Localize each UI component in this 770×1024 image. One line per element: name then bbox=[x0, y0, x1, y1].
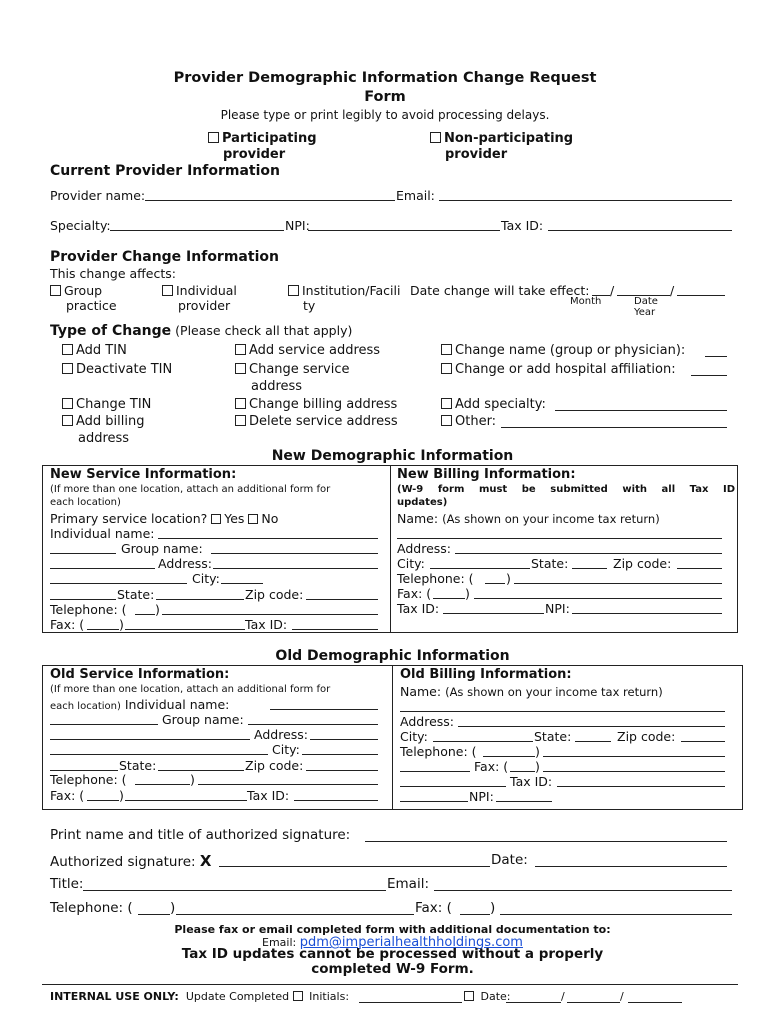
old-billing-name-field[interactable] bbox=[400, 711, 725, 712]
billing-tax-id-label: Tax ID: bbox=[397, 601, 440, 616]
tax-id-warning-line2: completed W-9 Form. bbox=[311, 961, 474, 977]
specialty-add-field[interactable] bbox=[555, 410, 727, 411]
billing-zip-label: Zip code: bbox=[613, 556, 672, 571]
old-city-prefix-line[interactable] bbox=[50, 754, 268, 755]
group-practice-line2: practice bbox=[66, 298, 117, 313]
old-address-prefix-line[interactable] bbox=[50, 739, 250, 740]
non-participating-label-line2: provider bbox=[445, 147, 508, 162]
fax-field[interactable] bbox=[125, 629, 245, 630]
internal-month-field[interactable] bbox=[506, 1002, 561, 1003]
tax-id-field[interactable] bbox=[548, 230, 732, 231]
email-label: Email: bbox=[396, 188, 435, 203]
billing-area-field[interactable] bbox=[485, 583, 505, 584]
checkbox[interactable] bbox=[441, 398, 452, 409]
non-participating-option[interactable]: Non-participating bbox=[430, 131, 573, 146]
old-address-field[interactable] bbox=[310, 739, 378, 740]
signer-area-field[interactable] bbox=[138, 914, 170, 915]
signer-fax-area-field[interactable] bbox=[460, 914, 490, 915]
state-label: State: bbox=[117, 587, 155, 602]
billing-name-field[interactable] bbox=[397, 538, 722, 539]
date-checkbox[interactable] bbox=[464, 991, 474, 1001]
area-code-field[interactable] bbox=[135, 614, 155, 615]
paren: ) bbox=[119, 617, 124, 632]
change-service-address-option[interactable]: Change service bbox=[235, 362, 349, 377]
billing-telephone-label: Telephone: ( bbox=[397, 571, 474, 586]
old-fax-label: Fax: ( bbox=[50, 788, 85, 803]
zip-field[interactable] bbox=[306, 599, 378, 600]
billing-fax-area-field[interactable] bbox=[433, 598, 465, 599]
new-demographic-heading: New Demographic Information bbox=[271, 448, 514, 464]
checkbox[interactable] bbox=[50, 285, 61, 296]
effective-date-label: Date change will take effect: bbox=[410, 283, 590, 298]
checkbox[interactable] bbox=[430, 132, 441, 143]
title-label: Title: bbox=[50, 876, 84, 892]
date-separator: / bbox=[561, 990, 565, 1003]
provider-change-heading: Provider Change Information bbox=[50, 249, 279, 265]
old-billing-state-label: State: bbox=[534, 729, 572, 744]
old-billing-zip-label: Zip code: bbox=[617, 729, 676, 744]
signature-date-field[interactable] bbox=[535, 866, 727, 867]
old-demographic-heading: Old Demographic Information bbox=[275, 648, 510, 664]
old-tax-id-label: Tax ID: bbox=[247, 788, 290, 803]
change-tin-option[interactable]: Change TIN bbox=[62, 397, 151, 412]
date-separator: / bbox=[620, 990, 624, 1003]
tax-id-label: Tax ID: bbox=[501, 218, 544, 233]
city-field[interactable] bbox=[221, 583, 263, 584]
deactivate-tin-option[interactable]: Deactivate TIN bbox=[62, 362, 172, 377]
signer-email-label: Email: bbox=[387, 876, 430, 892]
old-group-name-field[interactable] bbox=[248, 724, 378, 725]
npi-field[interactable] bbox=[308, 230, 500, 231]
hospital-field[interactable] bbox=[691, 375, 727, 376]
checkbox[interactable] bbox=[62, 415, 73, 426]
checkbox[interactable] bbox=[235, 415, 246, 426]
other-field[interactable] bbox=[501, 427, 727, 428]
old-state-field[interactable] bbox=[158, 770, 244, 771]
old-billing-zip-field[interactable] bbox=[681, 741, 725, 742]
internal-day-field[interactable] bbox=[567, 1002, 620, 1003]
participating-label-line2: provider bbox=[223, 147, 286, 162]
group-name-field[interactable] bbox=[211, 553, 378, 554]
old-state-prefix-line[interactable] bbox=[50, 770, 118, 771]
old-service-note-line2: each location) Individual name: bbox=[50, 697, 230, 712]
date-separator: / bbox=[670, 283, 675, 298]
address-field[interactable] bbox=[213, 568, 378, 569]
old-group-prefix-line[interactable] bbox=[50, 724, 158, 725]
old-telephone-label: Telephone: ( bbox=[50, 772, 127, 787]
city-label: City: bbox=[192, 571, 220, 586]
state-prefix-line[interactable] bbox=[50, 599, 116, 600]
old-billing-area-field[interactable] bbox=[483, 756, 535, 757]
old-fax-area-field[interactable] bbox=[87, 800, 119, 801]
old-state-label: State: bbox=[119, 758, 157, 773]
billing-fax-field[interactable] bbox=[474, 598, 722, 599]
instruction-text: Please type or print legibly to avoid processing delays. bbox=[220, 108, 550, 122]
provider-name-field[interactable] bbox=[145, 200, 395, 201]
checkbox[interactable] bbox=[62, 344, 73, 355]
add-specialty-option[interactable]: Add specialty: bbox=[441, 397, 546, 412]
old-service-heading: Old Service Information: bbox=[50, 667, 230, 682]
title-field[interactable] bbox=[83, 890, 386, 891]
footer-divider bbox=[42, 984, 738, 985]
signer-telephone-label: Telephone: ( bbox=[50, 900, 133, 916]
new-service-note: (If more than one location, attach an additional form for bbox=[50, 484, 331, 495]
old-billing-fax-prefix-line[interactable] bbox=[400, 771, 470, 772]
old-service-note: (If more than one location, attach an additional form for bbox=[50, 684, 331, 695]
change-hospital-option[interactable]: Change or add hospital affiliation: bbox=[441, 362, 676, 377]
paren: ) bbox=[535, 744, 540, 759]
add-billing-line2: address bbox=[78, 431, 130, 446]
new-service-heading: New Service Information: bbox=[50, 467, 237, 482]
change-name-option[interactable]: Change name (group or physician): bbox=[441, 343, 685, 358]
participating-option[interactable]: Participating bbox=[208, 131, 317, 146]
institution-line2: ty bbox=[303, 298, 316, 313]
address-prefix-line[interactable] bbox=[50, 568, 155, 569]
old-zip-field[interactable] bbox=[306, 770, 378, 771]
specialty-label: Specialty: bbox=[50, 218, 111, 233]
delete-service-address-option[interactable]: Delete service address bbox=[235, 414, 398, 429]
internal-date-label: Date: bbox=[464, 990, 511, 1003]
checkbox[interactable] bbox=[162, 285, 173, 296]
checkbox[interactable] bbox=[235, 344, 246, 355]
old-group-name-label: Group name: bbox=[162, 712, 244, 727]
group-name-label: Group name: bbox=[121, 541, 203, 556]
paren: ) bbox=[190, 772, 195, 787]
paren: ) bbox=[170, 900, 176, 916]
checkbox[interactable] bbox=[288, 285, 299, 296]
old-tax-id-field[interactable] bbox=[294, 800, 378, 801]
old-billing-name-label: Name: (As shown on your income tax return) bbox=[400, 684, 663, 699]
old-zip-label: Zip code: bbox=[245, 758, 304, 773]
signer-fax-label: Fax: ( bbox=[415, 900, 452, 916]
old-area-field[interactable] bbox=[135, 784, 190, 785]
yes-checkbox[interactable] bbox=[211, 514, 221, 524]
tax-id-field[interactable] bbox=[292, 629, 378, 630]
old-billing-fax-field[interactable] bbox=[543, 771, 725, 772]
no-checkbox[interactable] bbox=[248, 514, 258, 524]
billing-address-label: Address: bbox=[397, 541, 451, 556]
old-billing-telephone-label: Telephone: ( bbox=[400, 744, 477, 759]
paren: ) bbox=[119, 788, 124, 803]
authorized-signature-field[interactable] bbox=[219, 866, 490, 867]
change-name-field[interactable] bbox=[705, 356, 727, 357]
paren: ) bbox=[506, 571, 511, 586]
primary-location-label: Primary service location? Yes No bbox=[50, 511, 279, 526]
checkbox[interactable] bbox=[441, 415, 452, 426]
month-caption: Month bbox=[570, 296, 602, 307]
fax-area-field[interactable] bbox=[87, 629, 119, 630]
signer-telephone-field[interactable] bbox=[176, 914, 414, 915]
update-completed-checkbox[interactable] bbox=[293, 991, 303, 1001]
billing-note: (W-9 form must be submitted with all Tax ID bbox=[397, 484, 735, 495]
checkbox[interactable] bbox=[62, 398, 73, 409]
email-field[interactable] bbox=[439, 200, 732, 201]
specialty-field[interactable] bbox=[110, 230, 284, 231]
tax-id-warning: Tax ID updates cannot be processed without a properly bbox=[181, 946, 604, 962]
billing-fax-label: Fax: ( bbox=[397, 586, 432, 601]
column-divider bbox=[392, 665, 393, 809]
form-title-line2: Form bbox=[364, 89, 406, 105]
tax-id-label: Tax ID: bbox=[245, 617, 288, 632]
fax-label: Fax: ( bbox=[50, 617, 85, 632]
paren: ) bbox=[535, 759, 540, 774]
old-billing-state-field[interactable] bbox=[575, 741, 611, 742]
checkbox[interactable] bbox=[441, 363, 452, 374]
authorized-signature-label: Authorized signature: X bbox=[50, 852, 212, 870]
date-caption: Date bbox=[634, 296, 658, 307]
new-billing-heading: New Billing Information: bbox=[397, 467, 576, 482]
billing-npi-field[interactable] bbox=[572, 613, 722, 614]
provider-name-label: Provider name: bbox=[50, 188, 146, 203]
email-link[interactable]: pdm@imperialhealthholdings.com bbox=[299, 935, 523, 950]
individual-name-label: Individual name: bbox=[50, 526, 155, 541]
other-option[interactable]: Other: bbox=[441, 414, 496, 429]
print-name-field[interactable] bbox=[365, 841, 727, 842]
checkbox[interactable] bbox=[235, 398, 246, 409]
change-service-line2: address bbox=[251, 379, 303, 394]
billing-city-field[interactable] bbox=[430, 568, 530, 569]
form-title: Provider Demographic Information Change Request bbox=[173, 70, 597, 86]
billing-city-label: City: bbox=[397, 556, 425, 571]
old-billing-city-field[interactable] bbox=[433, 741, 533, 742]
billing-tax-id-field[interactable] bbox=[443, 613, 544, 614]
add-billing-option[interactable]: Add billing bbox=[62, 414, 145, 429]
checkbox[interactable] bbox=[235, 363, 246, 374]
billing-note-line2: updates) bbox=[397, 497, 448, 508]
address-label: Address: bbox=[158, 556, 212, 571]
old-billing-npi-field[interactable] bbox=[496, 801, 552, 802]
new-service-note-line2: each location) bbox=[50, 497, 121, 508]
paren: ) bbox=[155, 602, 160, 617]
year-caption: Year bbox=[634, 307, 656, 318]
old-billing-heading: Old Billing Information: bbox=[400, 667, 572, 682]
old-billing-tax-prefix-line[interactable] bbox=[400, 786, 506, 787]
old-address-label: Address: bbox=[254, 727, 308, 742]
billing-state-field[interactable] bbox=[572, 568, 607, 569]
city-prefix-line[interactable] bbox=[50, 583, 187, 584]
type-of-change-heading: Type of Change (Please check all that apply) bbox=[50, 323, 353, 339]
change-billing-address-option[interactable]: Change billing address bbox=[235, 397, 397, 412]
checkbox[interactable] bbox=[441, 344, 452, 355]
print-name-label: Print name and title of authorized signature: bbox=[50, 827, 351, 843]
old-billing-npi-prefix-line[interactable] bbox=[400, 801, 468, 802]
fax-email-instruction: Please fax or email completed form with additional documentation to: bbox=[174, 923, 611, 936]
state-field[interactable] bbox=[156, 599, 244, 600]
billing-zip-field[interactable] bbox=[677, 568, 722, 569]
current-provider-heading: Current Provider Information bbox=[50, 163, 280, 179]
old-city-label: City: bbox=[272, 742, 300, 757]
checkbox[interactable] bbox=[62, 363, 73, 374]
old-billing-npi-label: NPI: bbox=[469, 789, 494, 804]
column-divider bbox=[390, 465, 391, 632]
add-tin-option[interactable]: Add TIN bbox=[62, 343, 127, 358]
billing-state-label: State: bbox=[531, 556, 569, 571]
checkbox[interactable] bbox=[208, 132, 219, 143]
npi-label: NPI: bbox=[285, 218, 310, 233]
billing-address-field[interactable] bbox=[455, 553, 722, 554]
old-billing-telephone-field[interactable] bbox=[543, 756, 725, 757]
signer-email-field[interactable] bbox=[434, 890, 732, 891]
old-billing-city-label: City: bbox=[400, 729, 428, 744]
individual-name-field[interactable] bbox=[158, 538, 378, 539]
paren: ) bbox=[490, 900, 496, 916]
old-billing-tax-id-label: Tax ID: bbox=[510, 774, 553, 789]
individual-provider-line2: provider bbox=[178, 298, 231, 313]
email-line: Email: pdm@imperialhealthholdings.com bbox=[262, 935, 523, 950]
old-billing-address-label: Address: bbox=[400, 714, 454, 729]
billing-npi-label: NPI: bbox=[545, 601, 570, 616]
old-city-field[interactable] bbox=[302, 754, 378, 755]
billing-telephone-field[interactable] bbox=[514, 583, 722, 584]
signer-fax-field[interactable] bbox=[500, 914, 732, 915]
add-service-address-option[interactable]: Add service address bbox=[235, 343, 380, 358]
old-billing-fax-area-field[interactable] bbox=[510, 771, 535, 772]
individual-provider-option[interactable]: Individual bbox=[162, 283, 237, 298]
internal-use-row: INTERNAL USE ONLY: Update Completed Initials: bbox=[50, 990, 350, 1003]
old-telephone-field[interactable] bbox=[198, 784, 378, 785]
old-billing-address-field[interactable] bbox=[458, 726, 725, 727]
date-separator: / bbox=[610, 283, 615, 298]
old-individual-name-field[interactable] bbox=[270, 709, 378, 710]
telephone-label: Telephone: ( bbox=[50, 602, 127, 617]
change-affects-label: This change affects: bbox=[50, 266, 176, 281]
old-billing-tax-id-field[interactable] bbox=[557, 786, 725, 787]
signature-date-label: Date: bbox=[491, 852, 528, 868]
internal-year-field[interactable] bbox=[628, 1002, 682, 1003]
paren: ) bbox=[465, 586, 470, 601]
year-field[interactable] bbox=[677, 295, 725, 296]
institution-option[interactable]: Institution/Facili bbox=[288, 283, 400, 298]
billing-name-label: Name: (As shown on your income tax return) bbox=[397, 511, 660, 526]
zip-label: Zip code: bbox=[245, 587, 304, 602]
old-fax-field[interactable] bbox=[125, 800, 247, 801]
old-billing-fax-label: Fax: ( bbox=[474, 759, 509, 774]
group-practice-option[interactable]: Group bbox=[50, 283, 102, 298]
group-name-prefix-line[interactable] bbox=[50, 553, 116, 554]
telephone-field[interactable] bbox=[162, 614, 378, 615]
initials-field[interactable] bbox=[359, 1002, 462, 1003]
